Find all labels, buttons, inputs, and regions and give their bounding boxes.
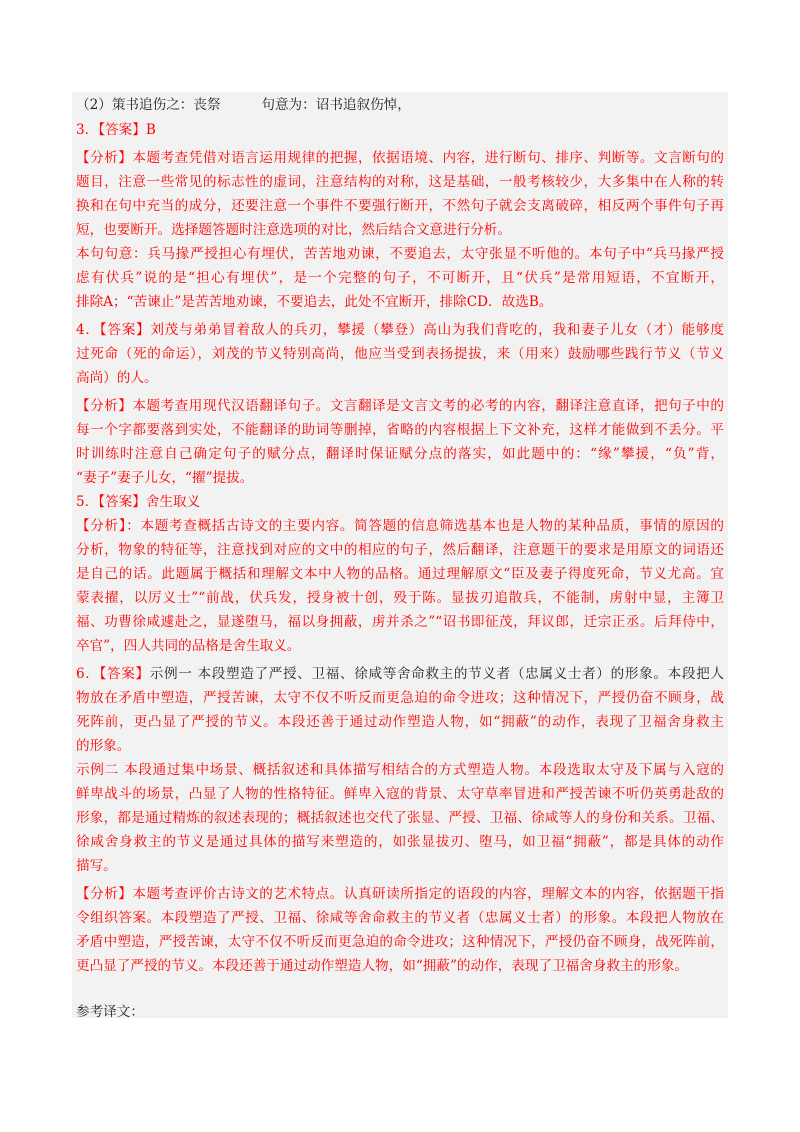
text-segment: 矛盾中塑造，严授苦谏，太守不仅不听反而更急迫的命令进攻；这种情况下，严授仍奋不顾身，战死阵前， [76,934,724,950]
text-segment: “妻子”妻子儿女，“擢”提拔。 [76,470,254,486]
text-line [76,146,724,170]
text-segment: 本句句意：兵马掾严授担心有埋伏，苦苦地劝谏，不要追去，太守张显不听他的。本句子中“兵马掾严授 [76,246,724,262]
text-segment: 福、功曹徐咸遽赴之，显遂堕马，福以身拥蔽，虏并杀之”“诏书即征茂，拜议郎，迁宗正丞。后拜侍中， [76,614,724,630]
text-segment: 令组织答案。本段塑造了严授、卫福、徐咸等舍命救主的节义者（忠属义士者）的形象。本段把人物放在 [76,910,724,926]
text-line [76,610,724,634]
text-line [76,734,724,758]
text-line [76,242,724,266]
text-line [76,118,724,142]
text-line [76,930,724,954]
text-line [76,710,724,734]
text-segment: 【分析】：本题考查概括古诗文的主要内容。简答题的信息筛选基本也是人物的某种品质，事情的原因的 [76,518,724,534]
text-segment: 虑有伏兵”说的是“担心有埋伏”，是一个完整的句子，不可断开，且“伏兵”是常用短语，不宜断开， [76,270,724,286]
text-line [76,194,724,218]
text-line [76,758,724,782]
text-line [76,954,724,978]
text-line [76,806,724,830]
text-segment: 死阵前，更凸显了严授的节义。本段还善于通过动作塑造人物，如“拥蔽”的动作，表现了卫福舍身救主 [76,714,724,730]
text-segment: 过死命（死的命运），刘茂的节义特别高尚，他应当受到表扬提拔，来（用来）鼓励哪些践行节义（节义 [76,346,724,362]
text-segment: 排除A；“苦谏止”是苦苦地劝谏，不要追去，此处不宜断开，排除CD．故选B。 [76,294,553,310]
text-segment: 鲜卑战斗的场景，凸显了人物的性格特征。鲜卑入寇的背景、太守草率冒进和严授苦谏不听仍英勇赴敌的 [76,786,724,802]
text-segment: 是自己的话。此题属于概括和理解文本中人物的品格。通过理解原文“臣及妻子得度死命，节义尤高。宜 [76,566,724,582]
text-line [76,93,724,117]
text-segment: 5．【答案】舍生取义 [76,494,201,510]
text-segment: 3．【答案】B [76,122,156,138]
text-line [76,906,724,930]
text-line [76,634,724,658]
text-segment: 【分析】本题考查凭借对语言运用规律的把握，依据语境、内容，进行断句、排序、判断等。文言断句的 [76,150,724,166]
text-segment: 卒官”，四人共同的品格是舍生取义。 [76,638,301,654]
text-line [76,662,724,686]
text-line [76,218,724,242]
text-line [76,562,724,586]
text-segment: 【分析】本题考查用现代汉语翻译句子。文言翻译是文言文考的必考的内容，翻译注意直译，把句子中的 [76,398,724,414]
text-segment: 徐咸舍身救主的节义是通过具体的描写来塑造的，如张显拔刃、堕马，如卫福“拥蔽”，都是具体的动作 [76,834,724,850]
text-segment: 形象，都是通过精炼的叙述表现的；概括叙述也交代了张显、严授、卫福、徐咸等人的身份和关系。卫福、 [76,810,724,826]
text-segment: 示例二 本段通过集中场景、概括叙述和具体描写相结合的方式塑造人物。本段选取太守及下属与入寇的 [76,762,724,778]
text-line [76,366,724,390]
text-segment: 蒙表擢，以厉义士”“前战，伏兵发，授身被十创，殁于陈。显拔刃追散兵，不能制，虏射中显，主簿卫 [76,590,724,606]
text-segment: 更凸显了严授的节义。本段还善于通过动作塑造人物，如“拥蔽”的动作，表现了卫福舍身救主的形象。 [76,958,689,974]
text-segment: 6．【答案】 [76,666,150,682]
text-segment: （2）策书追伤之：丧祭 句意为：诏书追叙伤悼， [76,97,411,113]
text-segment: 示例一 本段塑造了严授、卫福、徐咸等舍命救主的节义者（忠属义士者）的形象。本段把人 [149,666,724,682]
text-line [76,514,724,538]
text-segment: 每一个字都要落到实处，不能翻译的助词等删掉，省略的内容根据上下文补充，这样才能做到不丢分。平 [76,422,724,438]
text-segment: 换和在句中充当的成分，还要注意一个事件不要强行断开，不然句子就会支离破碎，相反两个事件句子再 [76,198,724,214]
text-line [76,782,724,806]
text-segment: 【分析】本题考查评价古诗文的艺术特点。认真研读所指定的语段的内容，理解文本的内容，依据题干指 [76,886,724,902]
text-segment: 4．【答案】刘茂与弟弟冒着敌人的兵刃，攀援（攀登）高山为我们背吃的，我和妻子儿女（才）能够度 [76,322,724,338]
text-line [76,170,724,194]
text-line [76,394,724,418]
text-line [76,490,724,514]
text-line [76,830,724,854]
text-segment: 高尚）的人。 [76,370,158,386]
text-segment: 短，也要断开。选择题答题时注意选项的对比，然后结合文意进行分析。 [76,222,511,238]
text-segment: 分析，物象的特征等，注意找到对应的文中的相应的句子，然后翻译，注意题干的要求是用原文的词语还 [76,542,724,558]
text-line [76,854,724,878]
text-segment: 的形象。 [76,738,131,754]
text-line [76,266,724,290]
text-line [76,418,724,442]
text-line [76,342,724,366]
text-segment: 题目，注意一些常见的标志性的虚词，注意结构的对称，这是基础，一般考核较少，大多集中在人称的转 [76,174,724,190]
text-line [76,1000,724,1024]
text-line [76,686,724,710]
text-segment: 物放在矛盾中塑造，严授苦谏，太守不仅不听反而更急迫的命令进攻；这种情况下，严授仍奋不顾身，战 [76,690,724,706]
text-line [76,442,724,466]
text-line [76,318,724,342]
text-segment: 参考译文： [76,1004,144,1020]
text-line [76,290,724,314]
text-line [76,586,724,610]
text-line [76,466,724,490]
text-line [76,882,724,906]
text-segment: 时训练时注意自己确定句子的赋分点，翻译时保证赋分点的落实，如此题中的：“缘”攀援，“负”背， [76,446,724,462]
text-segment: 描写。 [76,858,117,874]
text-line [76,538,724,562]
